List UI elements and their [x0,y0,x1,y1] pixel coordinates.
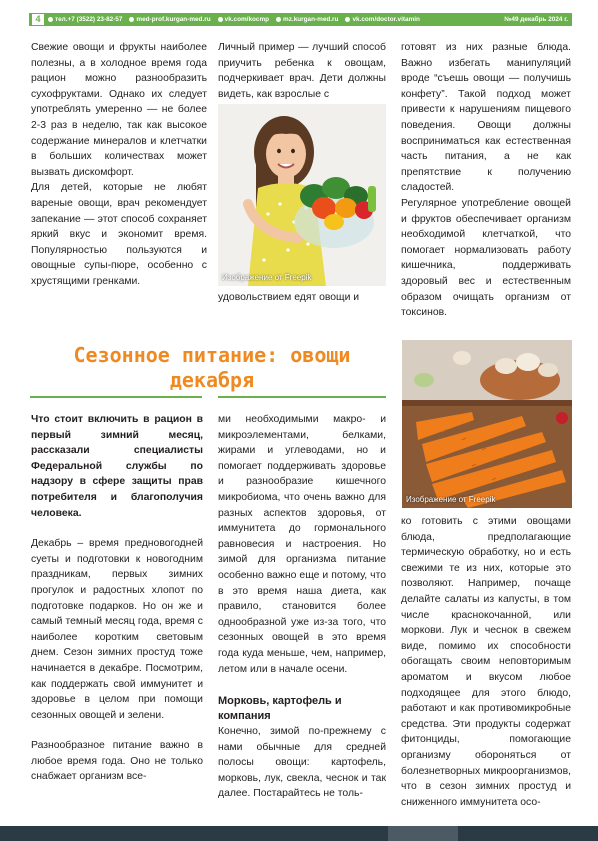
top-col1-paragraph-2: Для детей, которые не любят вареные овощи, врач рекомендует запекание — этот способ сохраняет яркий вкус и экономит время. Популярностью пользуются и овощные супы-пюре, особенно с хрустящими гренками. [31,182,207,287]
article-column-2 [218,412,386,802]
phone-text: тел.+7 (3522) 23-82-57 [55,16,123,23]
vk2-text: vk.com/doctor.vitamin [352,16,420,23]
top-col3-paragraph-2: Регулярное употребление овощей и фруктов обеспечивает организм необходимой клетчаткой, что помогает нормализовать работу кишечника, поддерживать здоровый вес и естественным образом очищать организм от токсинов. [401,197,571,319]
header-vk2 [345,16,419,23]
title-rule-left [30,396,202,398]
header-site2 [276,16,338,23]
article-paragraph-1: Декабрь – время предновогодней суеты и подготовки к новогодним праздникам, первых зимних прогулок и радостных хлопот по подготовке подарков. Но он же и самый темный месяц года, время с наиболее коротким световым днем. Сезон зимних простуд тоже начинается в декабре. Посмотрим, как поддержать свой иммунитет и здоровье в целом при помощи сезонных овощей и зелени. [31,538,203,721]
article-title: Сезонное питание: овощи декабря [73,343,351,392]
header-site1 [129,16,210,23]
title-rule-right [218,396,386,398]
top-column-1 [31,40,207,290]
article-col2-paragraph-2: Конечно, зимой по-прежнему с нами обычные для средней полосы овощи: картофель, морковь, лук, свекла, чеснок и так далее. Постарайтесь не толь- [218,726,386,800]
footer-band [0,826,598,841]
top-col2-paragraph: Личный пример — лучший способ приучить ребенка к овощам, подчеркивает врач. Дети должны видеть, как взрослые с [218,42,386,100]
carrots-illustration [402,340,572,508]
top-col1-paragraph-1: Свежие овощи и фрукты наиболее полезны, а в холодное время года рацион можно разнообразить сухофруктами. Однако их следует употреблять умеренно — не более 2-3 раз в неделю, так как высокое содержание минералов и клетчатки в больших количествах может вызвать дискомфорт. [31,42,207,178]
site1-text: med-prof.kurgan-med.ru [136,16,211,23]
photo-caption-carrots: Изображение от Freepik [406,495,496,504]
top-col2-continued-paragraph: удовольствием едят овощи и [218,292,360,303]
vk1-text: vk.com/kocmp [224,16,270,23]
girl-vegetables-illustration [218,104,386,286]
article-column-1 [31,412,203,785]
vk-icon [218,17,223,22]
globe-icon [276,17,281,22]
site2-text: mz.kurgan-med.ru [283,16,339,23]
vk-icon [345,17,350,22]
article-column-3 [401,514,571,810]
girl-vegetables-photo [218,104,386,286]
article-paragraph-2: Разнообразное питание важно в любое время года. Оно не только снабжает организм все- [31,740,203,783]
issue-number: №49 декабрь 2024 г. [504,16,568,23]
top-column-2 [218,40,386,102]
globe-icon [129,17,134,22]
footer-notch [388,826,458,841]
top-col3-paragraph-1: готовят из них разные блюда. Важно избегать манипуляций вроде “съешь овощи — получишь конфету”. Такой подход может привести к нарушениям пищевого поведения. Овощи должны восприниматься как естественная часть питания, а не как препятствие к получению сладостей. [401,42,571,194]
top-column-3 [401,40,571,321]
header-bar [29,13,572,26]
article-subhead: Морковь, картофель и компания [218,695,342,723]
header-phone [48,16,122,23]
header-vk1 [218,16,269,23]
article-col2-paragraph: ми необходимыми макро- и микроэлементами, белками, жирами и углеводами, но и помогает поддерживать здоровье и разнообразие кишечного микробиома, что очень важно для разных аспектов здоровья, от иммунитета до гормонального равновесия и настроения. Но зимой для организма питание особенно важно еще и потому, что в это время наша диета, как правило, становится более однообразной уже из-за того, что сезонных овощей в это время года куда меньше, чем, например, летом или в начале осени. [218,414,386,675]
carrots-photo [402,340,572,508]
photo-caption-girl: Изображение от Freepik [222,273,312,282]
article-lead: Что стоит включить в рацион в первый зимний месяц, рассказали специалисты Федеральной службы по надзору в сфере защиты прав потребителя и благополучия человека. [31,414,203,519]
page-number: 4 [32,14,44,25]
phone-icon [48,17,53,22]
article-col3-paragraph: ко готовить с этими овощами блюда, предполагающие термическую обработку, но и есть свежими те из них, которые это позволяют. Например, почаще делайте салаты из капусты, в том числе краснокочанной, или моркови. Лук и чеснок в свежем виде, помимо их способности обогащать своим неповторимым ароматом и вкусом любое подходящее для этого блюдо, работают и как противомикробные средства. Эти продукты содержат фитонциды, помогающие организму обороняться от болезнетворных микроорганизмов, что в сезон зимних простуд и сниженного иммунитета осо- [401,516,571,808]
top-column-2-continued [218,290,386,306]
